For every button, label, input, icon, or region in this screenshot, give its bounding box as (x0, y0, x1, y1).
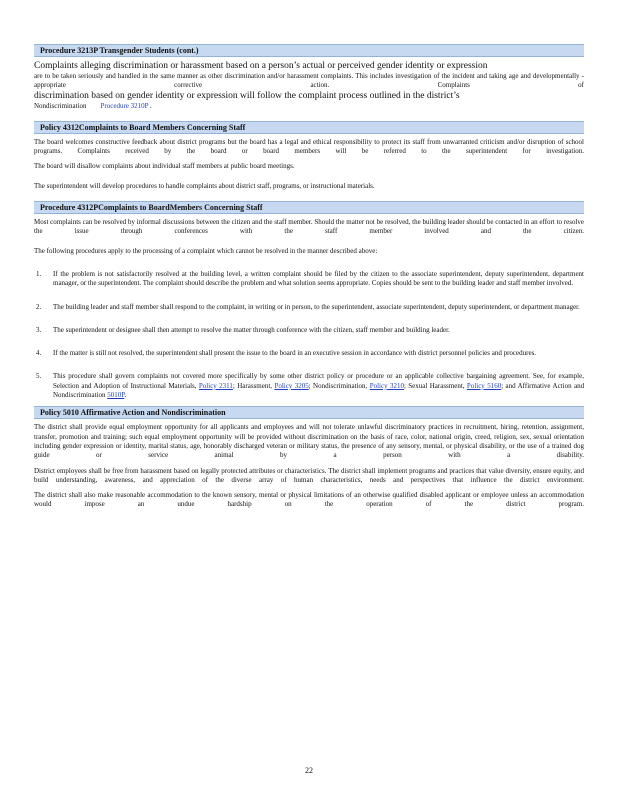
page-number: 22 (305, 766, 313, 775)
policy-3210-link[interactable]: Policy 3210 (369, 381, 404, 390)
procedure-5010p-link[interactable]: 5010P (107, 391, 125, 400)
list-item: 2. The building leader and staff member shall respond to the complaint, in writing or in person, to the superintendent, associate superintendent, deputy superintendent, or department manager. (36, 302, 580, 311)
section-header-5010: Policy 5010 Affirmative Action and Nondiscrimination (34, 406, 584, 419)
equal-opportunity-paragraph: The district shall provide equal employment opportunity for all applicants and employees and will not tolerate unlawful discriminatory practices in recruitment, hiring, retention, assignment, transfer, promotion and training; such equal employment opportunity will be provided without discrimination on the basis of race, color, national origin, creed, religion, sex, sexual orientation including gender expression or identity, marital status, age, honorably discharged veteran or military status, the presence of any sensory, mental, or physical disability, or the use of a trained dog guide or service animal by a person with a disability. (34, 423, 584, 460)
board-feedback-paragraph: The board welcomes constructive feedback about district programs but the board has a legal and ethical responsibility to protect its staff from unwarranted criticism and/or disruption of school programs. Complaints received by the board or board members will be referred to the superintendent for investigation. (34, 137, 584, 156)
section-header-3213p: Procedure 3213P Transgender Students (cont.) (34, 44, 584, 57)
list-item: 5. This procedure shall govern complaints not covered more specifically by some other district policy or procedure or an applicable collective bargaining agreement. See, for example, Selection and Adoption of Instructional Materials, Policy 2311; Harassment, Policy 3205; Nondiscrimination, Policy 3210; Sexual Harassment, Policy 5160; and Affirmative Action and Nondiscrimination 5010P. (36, 372, 585, 400)
ref-suffix: . (150, 101, 152, 110)
ref-prefix: Nondiscrimination (34, 101, 87, 110)
board-disallow-paragraph: The board will disallow complaints about individual staff members at public board meetings. (34, 162, 295, 171)
informal-resolution-paragraph: Most complaints can be resolved by informal discussions between the citizen and the staff member. Should the matter not be resolved, the building leader should be contacted in an effort to resolve the issue through conferences with the staff member involved and the citizen. (34, 218, 584, 236)
document-page (34, 44, 584, 510)
policy-3205-link[interactable]: Policy 3205 (274, 381, 309, 390)
list-item: 3. The superintendent or designee shall then attempt to resolve the matter through conference with the citizen, staff member and building leader. (36, 325, 450, 334)
section-header-4312: Policy 4312Complaints to Board Members Concerning Staff (34, 121, 584, 134)
harassment-free-paragraph: District employees shall be free from harassment based on legally protected attributes or characteristics. The district shall implement programs and practices that value diversity, ensure equity, and build understanding, awareness, and appreciation of the diverse array of human characteristics, needs and perspectives that influence the district environment. (34, 466, 584, 484)
list-item: 1. If the problem is not satisfactorily resolved at the building level, a written complaint should be filed by the citizen to the associate superintendent, deputy superintendent, department manager, or the superintendent. The complaint should describe the problem and what solution seems appropriate. Copies should be sent to the building leader and staff member involved. (36, 269, 584, 288)
procedures-intro-paragraph: The following procedures apply to the processing of a complaint which cannot be resolved in the manner described above: (34, 246, 378, 255)
superintendent-procedures-paragraph: The superintendent will develop procedures to handle complaints about district staff, programs, or instructional materials. (34, 181, 375, 190)
list-item: 4. If the matter is still not resolved, the superintendent shall present the issue to the board in an executive session in accordance with district personnel policies and procedures. (36, 349, 537, 358)
reasonable-accommodation-paragraph: The district shall also make reasonable accommodation to the known sensory, mental or physical limitations of an otherwise qualified disabled applicant or employee unless an accommodation would impose an undue hardship on the operation of the district program. (34, 491, 584, 509)
policy-2311-link[interactable]: Policy 2311 (198, 381, 233, 390)
section-header-4312p: Procedure 4312PComplaints to BoardMembers Concerning Staff (34, 201, 584, 214)
complaint-body-text: are to be taken seriously and handled in the same manner as other discrimination and/or harassment complaints. This includes investigation of the incident and taking age and developmentally - appropriate corrective action. Complaints of (34, 72, 584, 90)
nondiscrimination-ref (34, 102, 584, 111)
policy-5160-link[interactable]: Policy 5160 (466, 381, 502, 390)
complaint-process-text: discrimination based on gender identity or expression will follow the complaint process outlined in the district’s (34, 90, 460, 101)
procedure-3210p-link[interactable]: Procedure 3210P (100, 101, 149, 110)
complaint-lead-text: Complaints alleging discrimination or harassment based on a person’s actual or perceived gender identity or expression (34, 61, 488, 71)
procedure-steps-list (34, 270, 584, 400)
